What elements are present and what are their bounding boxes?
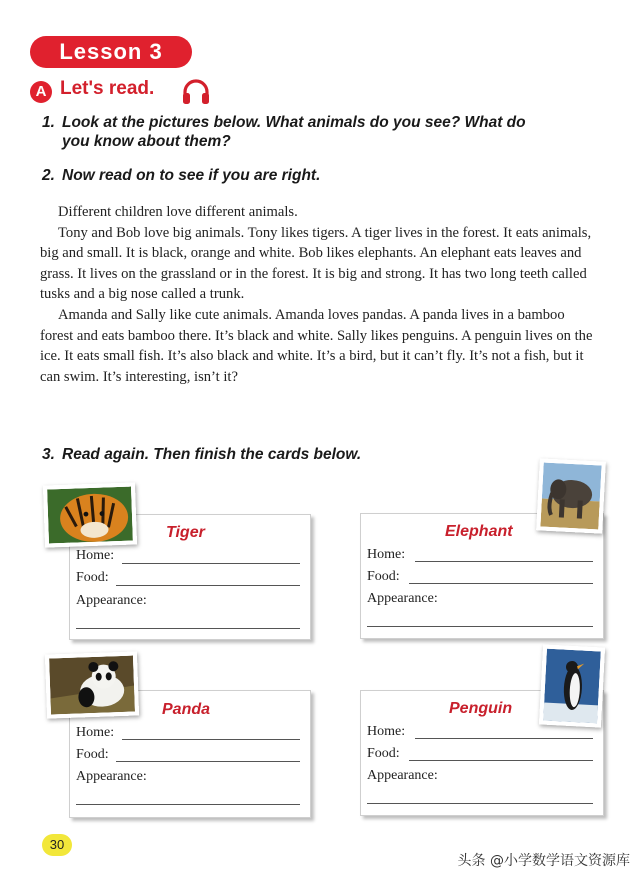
question-text: Now read on to see if you are right. <box>62 167 321 184</box>
panda-photo <box>45 651 139 718</box>
tiger-photo <box>43 482 137 547</box>
passage-paragraph: Amanda and Sally like cute animals. Amanda loves pandas. A panda lives in a bamboo forest and eats bamboo there. It’s black and white. Sally likes penguins. A penguin lives on the ice. It eats small fish. It’s also black and white. It’s a bird, but it can’t fly. It’s not a fish, but it can swim. It’s interesting, isn’t it? <box>40 306 593 385</box>
field-home-label: Home: <box>76 548 115 563</box>
field-appearance-label: Appearance: <box>76 769 147 784</box>
food-answer-line[interactable] <box>409 760 593 761</box>
field-food-label: Food: <box>76 747 109 762</box>
card-title: Panda <box>162 701 211 718</box>
home-answer-line[interactable] <box>122 739 300 740</box>
section-title: Let's read. <box>60 78 155 99</box>
lesson-title: Lesson 3 <box>30 36 192 68</box>
home-answer-line[interactable] <box>415 738 593 739</box>
tiger-image <box>47 487 133 544</box>
field-home-label: Home: <box>367 724 406 739</box>
question-text: Look at the pictures below. What animals do you see? What do <box>62 114 526 131</box>
appearance-answer-line[interactable] <box>76 804 300 805</box>
home-answer-line[interactable] <box>415 561 593 562</box>
question-number: 1. <box>42 114 55 131</box>
home-answer-line[interactable] <box>122 563 300 564</box>
field-food-label: Food: <box>367 746 400 761</box>
question-number: 2. <box>42 167 55 184</box>
passage-paragraph: Tony and Bob love big animals. Tony likes tigers. A tiger lives in the forest. It eats animals, big and small. It is black, orange and white. Bob likes elephants. An elephant eats leaves and grass. It lives on the grassland or in the forest. It is big and strong. It has two long teeth called tusks and a big nose called a trunk. <box>40 224 592 303</box>
question-1 <box>42 113 526 151</box>
field-home-label: Home: <box>76 725 115 740</box>
question-3 <box>42 445 361 464</box>
card-title: Penguin <box>449 700 513 717</box>
question-number: 3. <box>42 446 55 463</box>
elephant-image <box>540 463 601 530</box>
field-home-label: Home: <box>367 547 406 562</box>
watermark: 头条 @小学数学语文资源库 <box>457 853 630 869</box>
question-text: Read again. Then finish the cards below. <box>62 446 362 463</box>
appearance-answer-line[interactable] <box>367 626 593 627</box>
card-title: Elephant <box>445 523 513 540</box>
penguin-image <box>543 649 601 724</box>
section-badge: A <box>30 81 52 103</box>
field-appearance-label: Appearance: <box>367 591 438 606</box>
elephant-photo <box>536 458 606 533</box>
appearance-answer-line[interactable] <box>76 628 300 629</box>
page-number: 30 <box>42 834 72 856</box>
field-food-label: Food: <box>76 570 109 585</box>
panda-image <box>49 656 135 715</box>
question-text-continued: you know about them? <box>62 133 231 150</box>
reading-passage <box>40 202 600 387</box>
penguin-photo <box>539 644 605 727</box>
food-answer-line[interactable] <box>116 585 300 586</box>
field-appearance-label: Appearance: <box>76 593 147 608</box>
question-2 <box>42 166 320 185</box>
passage-paragraph: Different children love different animals. <box>58 204 298 220</box>
appearance-answer-line[interactable] <box>367 803 593 804</box>
food-answer-line[interactable] <box>409 583 593 584</box>
headphones-icon[interactable] <box>181 78 211 106</box>
field-food-label: Food: <box>367 569 400 584</box>
food-answer-line[interactable] <box>116 761 300 762</box>
field-appearance-label: Appearance: <box>367 768 438 783</box>
card-title: Tiger <box>166 524 205 541</box>
